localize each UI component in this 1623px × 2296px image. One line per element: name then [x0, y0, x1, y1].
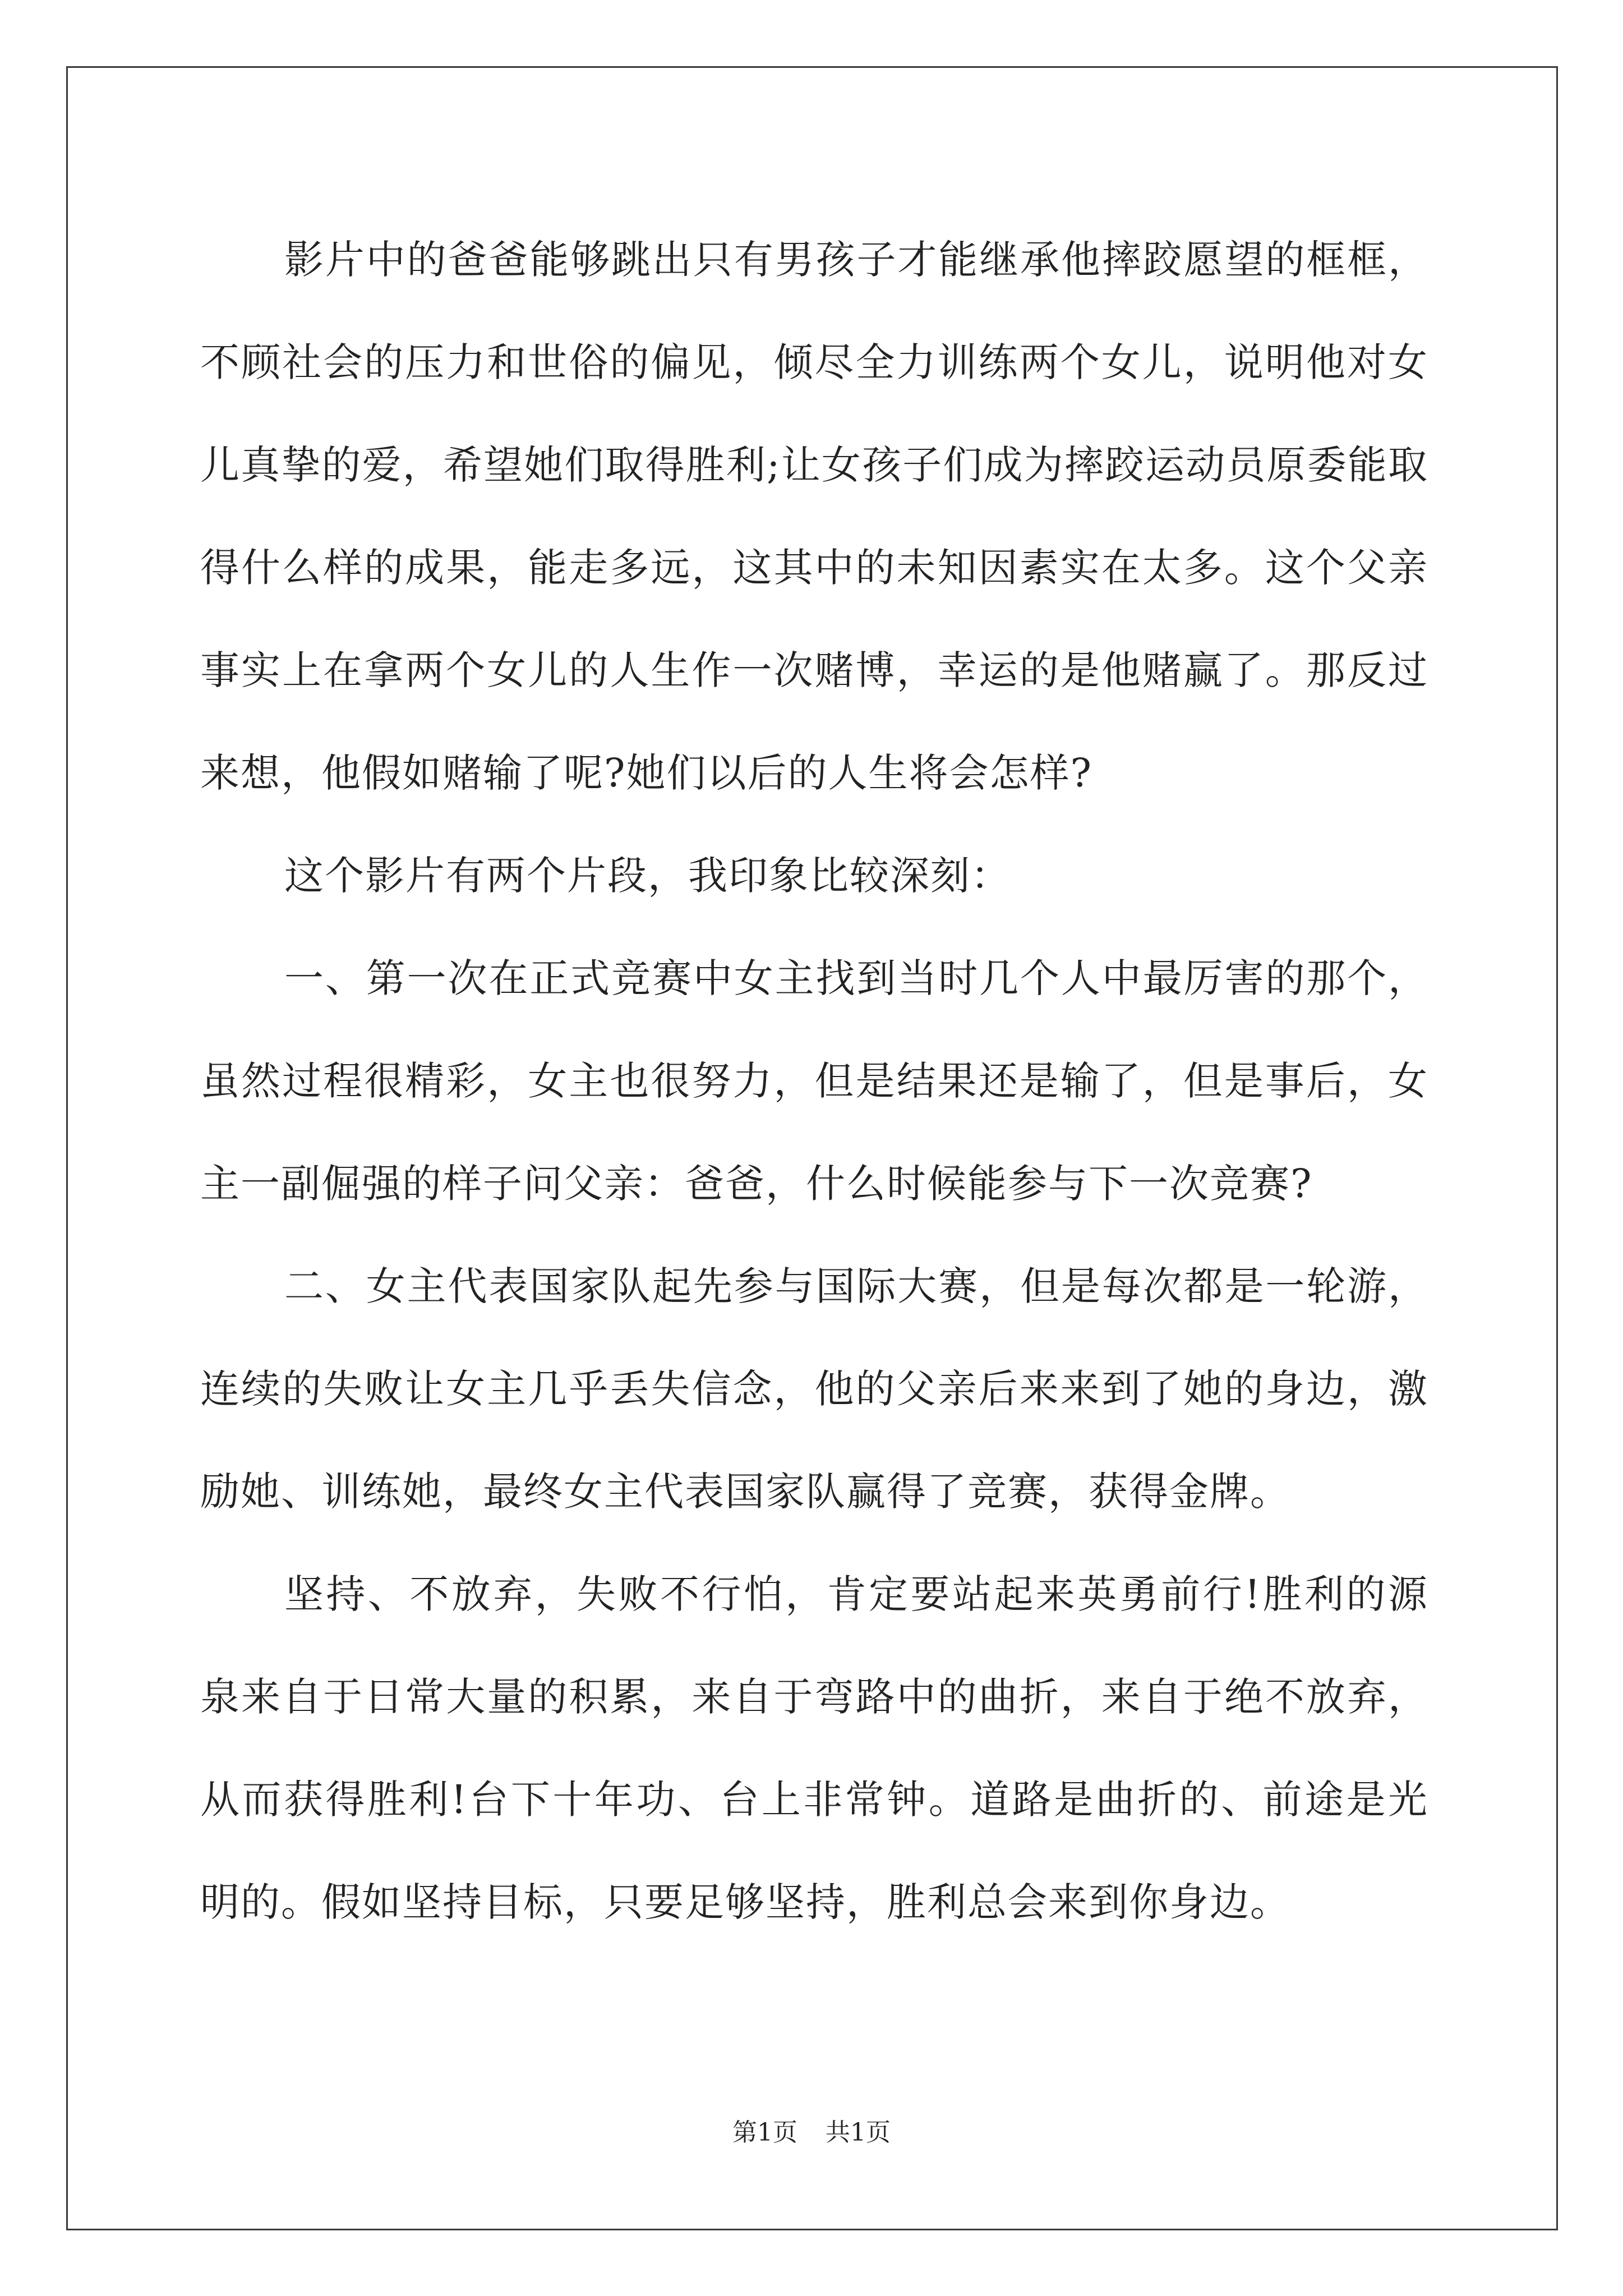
document-body: [200, 209, 1428, 1954]
paragraph-5: 坚持、不放弃，失败不行怕，肯定要站起来英勇前行!胜利的源泉来自于日常大量的积累，来自于弯路中的曲折，来自于绝不放弃，从而获得胜利!台下十年功、台上非常钟。道路是曲折的、前途是光明的。假如坚持目标，只要足够坚持，胜利总会来到你身边。: [200, 1571, 1428, 1925]
page-footer: [0, 2116, 1623, 2150]
page-number-total: 共1页: [826, 2118, 891, 2147]
paragraph-4: 二、女主代表国家队起先参与国际大赛，但是每次都是一轮游，连续的失败让女主几乎丢失信念，他的父亲后来来到了她的身边，激励她、训练她，最终女主代表国家队赢得了竞赛，获得金牌。: [200, 1263, 1428, 1515]
paragraph-2: 这个影片有两个片段，我印象比较深刻：: [284, 853, 1011, 899]
paragraph-1: 影片中的爸爸能够跳出只有男孩子才能继承他摔跤愿望的框框，不顾社会的压力和世俗的偏见，倾尽全力训练两个女儿，说明他对女儿真挚的爱，希望她们取得胜利;让女孩子们成为摔跤运动员原委能取得什么样的成果，能走多远，这其中的未知因素实在太多。这个父亲事实上在拿两个女儿的人生作一次赌博，幸运的是他赌赢了。那反过来想，他假如赌输了呢?她们以后的人生将会怎样?: [200, 237, 1428, 796]
paragraph-3: 一、第一次在正式竞赛中女主找到当时几个人中最厉害的那个，虽然过程很精彩，女主也很努力，但是结果还是输了，但是事后，女主一副倔强的样子问父亲：爸爸，什么时候能参与下一次竞赛?: [200, 955, 1428, 1207]
page-number-current: 第1页: [732, 2118, 797, 2147]
